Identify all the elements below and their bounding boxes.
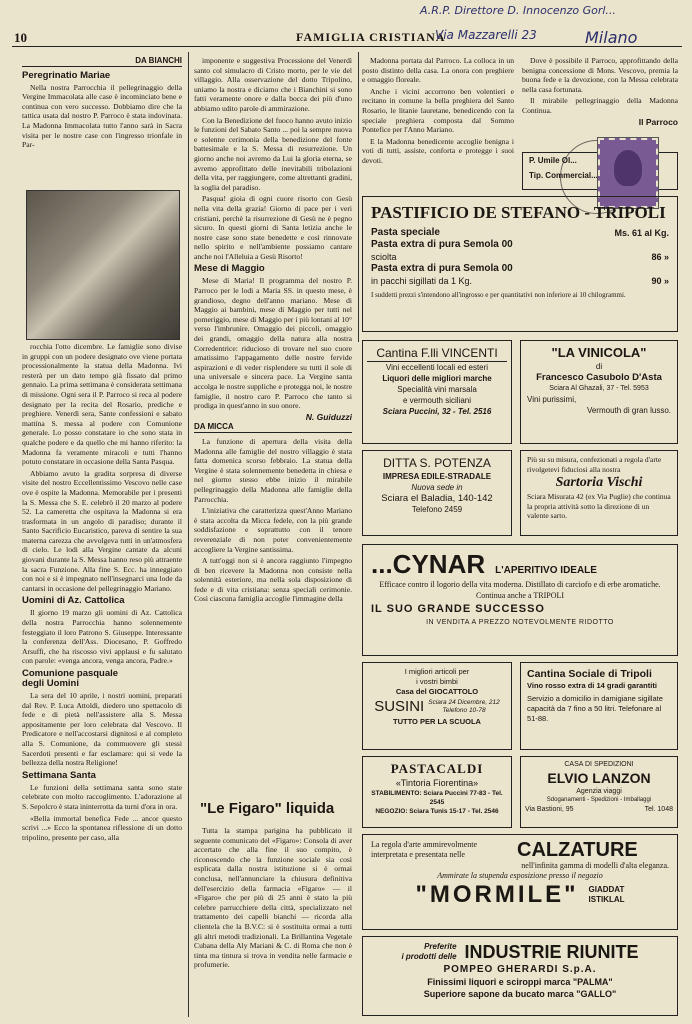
- ad-line: Vini purissimi,: [527, 395, 577, 404]
- stamp-portrait: [614, 150, 642, 186]
- ad-title: INDUSTRIE RIUNITE: [464, 942, 639, 962]
- column-2: [194, 56, 352, 796]
- handwritten-address: A.R.P. Direttore D. Innocenzo Gorl...: [420, 4, 616, 17]
- ad-price: Ms. 61 al Kg.: [614, 228, 669, 238]
- ad-title: "MORMILE": [415, 881, 579, 908]
- article-paragraph: Pasqua! gioia di ogni cuore risorto con Gesù nella vita della grazia! Giorno di pace per i veri cristiani, perchè la risurrezione di Gesù ne è pegno sicuro. In questi giorni di Santa letizia anche le nostre case sono state benedette e così rinnovate nello spirito e nell'ambiente possiamo cantare anche noi l'Alleluia a Gesù Risorto!: [194, 194, 352, 261]
- ad-line: Telefono 2459: [411, 505, 463, 514]
- ad-line: Sciara Puccini, 32 - Tel. 2516: [382, 407, 492, 416]
- ad-line: Sciara Al Ghazali, 37 - Tel. 5953: [549, 385, 649, 392]
- ad-line: Finissimi liquori e sciroppi marca "PALMA": [427, 977, 613, 987]
- ad-title: Cantina Sociale di Tripoli: [527, 668, 652, 680]
- imprint-line: P. Umile Ol...: [529, 156, 577, 165]
- article-paragraph: Abbiamo avuto la gradita sorpresa di diverse visite del nostro Eccellentissimo Vescovo nelle case ove è ospite la Madonna. Memorabile per i presenti la S. Messa che S. E. celebrò il 20 marzo al podere 52. La cameretta che ospitava la Madonna si era trasformata in un angolo di paradiso; durante il Santo Sacrificio Eucaristico, pareva di sentire la sua materna carezza che avvolgeva tutti in un'atmosfera di cielo. Le lodi alla Vergine cantate da alcuni giovani durante la S. Messa hanno reso più attraente la sacra Funzione. Alla fine S. Ecc. ha inneggiato con noi e si è impegnato nell'insegnarci una lode da cantarsi in occasione del pellegrinaggio Mariano.: [22, 468, 182, 593]
- ad-susini: [362, 662, 512, 750]
- ad-line: GIADDAT: [588, 885, 625, 894]
- ad-vischi: [520, 450, 678, 536]
- ad-line: POMPEO GHERARDI S.p.A.: [443, 964, 597, 975]
- ad-line: IMPRESA EDILE-STRADALE: [382, 472, 492, 481]
- ad-title: Sartoria Vischi: [555, 475, 643, 490]
- ad-line: Nuova sede in: [411, 483, 463, 492]
- ad-line: Sciara Misurata 42 (ex Via Puglie) che continua la propria attività sotto la direzione di un valente sarto.: [527, 492, 671, 520]
- ad-title: PASTIFICIO DE STEFANO - TRIPOLI: [371, 203, 666, 222]
- ad-line: Casa del GIOCATTOLO: [395, 687, 479, 696]
- ad-price: 86 »: [651, 252, 669, 262]
- ad-line: Vini eccellenti locali ed esteri: [385, 363, 489, 372]
- ad-cynar: [362, 544, 678, 656]
- article-paragraph: imponente e suggestiva Processione del Venerdì santo col simulacro di Cristo morto, per le vie del villaggio. Alla osservazione del dotto Tripolino, uniamo la nostra e diciamo che i Bianchini si sono fatti veramente onore e dalla bocca dei più d'uno abbiamo udito parole di ammirazione.: [194, 56, 352, 113]
- ad-line: Sciara 24 Dicembre, 212: [428, 699, 500, 706]
- ad-pastacaldi: [362, 756, 512, 828]
- ad-line: NEGOZIO: Sciara Tunis 15-17 - Tel. 2546: [375, 808, 499, 815]
- ad-line: Francesco Casubolo D'Asta: [536, 372, 662, 383]
- ad-vincenti: [362, 340, 512, 444]
- article-paragraph: Il mirabile pellegrinaggio della Madonna Continua.: [522, 96, 678, 115]
- ad-tagline: L'APERITIVO IDEALE: [495, 565, 597, 576]
- column-divider: [358, 52, 359, 342]
- ad-line: Vermouth di gran lusso.: [586, 406, 671, 415]
- ad-line: IN VENDITA A PREZZO NOTEVOLMENTE RIDOTTO: [426, 619, 614, 626]
- article-paragraph: Le funzioni della settimana santa sono state celebrate con molto raccoglimento. L'adorazione al S. Sepolcro è stata ininterrotta da turni d'ora in ora.: [22, 782, 182, 811]
- ad-line: CASA DI SPEDIZIONI: [564, 761, 634, 768]
- ad-line: Vino rosso extra di 14 gradi garantiti: [527, 681, 657, 690]
- ad-line: Agenzia viaggi: [576, 788, 622, 795]
- article-heading: degli Uomini: [22, 678, 79, 689]
- ad-line: I migliori articoli per: [404, 667, 470, 676]
- ad-line: Specialità vini marsala: [397, 385, 477, 394]
- ad-cantina-sociale: [520, 662, 678, 750]
- page-number: 10: [14, 30, 27, 45]
- article-paragraph: Mese di Maria! Il programma del nostro P. Parroco per le lodi a Maria SS. in questo mese, è grandioso, degno dell'anno mariano. Mese di Maggio ai bambini, mese di Maggio per tutti nel pomeriggio, mese di Maggio per i più lontani al 10° verso l'imbrunire. Omaggio dei piccoli, omaggio dei grandi, omaggio della natura alla nostra Corredentrice: riducioso di trovare nel suo cuore amatissimo l'appagamento delle nostre fervide aspirazioni e di veder risplendere su tutti il sole di una universale e sincera pace. La Vergine santa accolga le nostre suppliche e protegga noi, le nostre famiglie, il nostro caro P. Parroco che tanto si prodiga in quest'anno in suo onore.: [194, 276, 352, 411]
- ad-potenza: [362, 450, 512, 536]
- ad-title: PASTACALDI: [390, 761, 484, 776]
- ad-lanzon: [520, 756, 678, 828]
- article-paragraph: rocchia l'otto dicembre. Le famiglie sono divise in gruppi con un podere designato ove viene portata processionalmente la statua della Madonna. Ivi resterà per un dato tempo già fissato dal primo gennaio. La prima settimana è considerata settimana di missione. Ogni sera il P. Parroco si reca al podere designato per la recita del Rosario, prediche e preghiere. Venerdì sera, Sante confessioni e sabato mattina S. messa al podere con Comunione generale. Lo posso constatare io che sono stata in qualche podere e da quello che mi hanno riferito: la Madonna fa veramente miracoli e tutti l'hanno potuto constatare in occasione della Santa Pasqua.: [22, 342, 182, 467]
- ad-line: Sciara el Baladia, 140-142: [381, 493, 493, 504]
- ad-line: Ammirate la stupenda esposizione presso il negozio: [437, 871, 603, 880]
- column-4: [522, 56, 678, 140]
- article-paragraph: La funzione di apertura della visita della Madonna alle famiglie del nostro villaggio è stata fatta domenica scorso febbraio. La statua della Vergine è stata solennemente benedetta in chiesa e nel giorno stesso ebbe inizio il mirabile pellegrinaggio della Madonna alle famiglie della Parrocchia.: [194, 436, 352, 504]
- ad-title: ...CYNAR: [371, 549, 486, 579]
- article-paragraph: Nella nostra Parrocchia il pellegrinaggio della Vergine Immacolata alle case è incominciato bene e continua con vero successo. Dobbiamo dire che la tattica usata dal nostro P. Parroco è stata indovinata. La Madonna Immacolata tutto l'anno sarà in Sacra visita per le nostre case con l'ingresso trionfale in Par-: [22, 82, 182, 150]
- ad-line: Liquori delle migliori marche: [382, 374, 492, 383]
- ad-price: 90 »: [651, 276, 669, 286]
- signature: Il Parroco: [638, 116, 678, 127]
- article-paragraph: Tutta la stampa parigina ha pubblicato il seguente comunicato del «Figaro»: Consola di aver accertato che alla fine il suo compito, è riconoscendo che la funzione sociale sia così esplicata dalla nostra istituzione si è ormai conclusa, nell'annunciare la chiusura definitiva dell'esercizio della farmacia «Figaro» — il «Figaro» che per più di 25 anni è stato la più celebre parrucchiere della città, specializzato nel trattamento dei capelli bianchi — ricorda alla clientela che la B.V.C: si è sostituita ormai a tutti gli altri metodi tradizionali. La Brillantina Vegetale Cubana della Aly Mariani & C. di Roma che non è tinta ma tintura si trova in vendita nelle farmacie e profumerie.: [194, 826, 352, 970]
- ad-line: Sdoganamenti - Spedizioni - Imballaggi: [546, 797, 652, 803]
- article-paragraph: Dove è possibile il Parroco, approfittando della benigna concessione di Mons. Vescovo, premia la buona fede e la devozione, con la Messa celebrata nella casa fortunata.: [522, 56, 678, 94]
- article-paragraph: E la Madonna benedicente accoglie benigna i voti di tutti, assiste, conforta e protegge i suoi devoti.: [362, 136, 514, 165]
- section-title: DA MICCA: [194, 422, 352, 433]
- article-paragraph: Anche i vicini accorrono ben volentieri e recitano in comune la bella preghiera del Santo Rosario, le litanie lauretane, benedicendo con la speciale preghiera composta dal Sommo Pontefice per l'Anno Mariano.: [362, 86, 514, 135]
- article-paragraph: Madonna portata dal Parroco. La colloca in un posto distinto della casa. La onora con preghiere e omaggio floreale.: [362, 56, 514, 85]
- article-paragraph: Con la Benedizione del fuoco hanno avuto inizio le funzioni del Sabato Santo ... poi la sempre nuova e solenne cerimonia della benedizione del fonte battesimale e la S. Messa di resurrezione. Un giorno anche noi avremo da Lui la gloria eterna, se avremo approfittato delle inevitabili tribolazioni della vita, per raggiungere, come altrettanti gradini, la soglia del paradiso.: [194, 115, 352, 192]
- ad-line: Superiore sapone da bucato marca "GALLO": [423, 989, 617, 999]
- section-title: DA BIANCHI: [22, 56, 182, 67]
- ad-line: Telefono 10-78: [442, 707, 486, 714]
- handwritten-city: Milano: [585, 28, 638, 47]
- article-paragraph: L'iniziativa che caratterizza quest'Anno Mariano è stata accolta da Micca fedele, con la più grande soddisfazione e soprattutto con il tenore reverenziale di non poter convenientemente accogliere la Vergine santissima.: [194, 506, 352, 554]
- ad-line: Tel. 1048: [644, 806, 673, 813]
- column-2-figaro: [194, 826, 352, 1020]
- ad-line: i prodotti delle: [401, 952, 457, 961]
- ad-line: ISTIKLAL: [588, 895, 625, 904]
- figaro-heading: "Le Figaro" liquida: [200, 800, 335, 817]
- ad-big-word: CALZATURE: [517, 839, 638, 861]
- ad-line: «Tintoria Fiorentina»: [395, 778, 479, 788]
- madonna-photo: [26, 190, 180, 340]
- ad-title: "LA VINICOLA": [551, 345, 647, 360]
- article-heading: Comunione pasquale: [22, 668, 119, 679]
- ad-line: nell'infinita gamma di modelli d'alta eleganza.: [521, 861, 669, 870]
- article-paragraph: Il giorno 19 marzo gli uomini di Az. Cattolica della nostra Parrocchia hanno solennemente festeggiato il loro Patrono S. Giuseppe. Interessante la conferenza dell'Ass. Diocesano, P. Goffredo Arsuffi, che ha riscosso vivi applausi e fu salutato con parole: «venga ancora, venga ancora, Padre.»: [22, 608, 182, 666]
- ad-title: SUSINI: [374, 698, 425, 715]
- article-paragraph: La sera del 10 aprile, i nostri uomini, preparati dal Rev. P. Luca Attoldi, diedero uno spettacolo di fede e di pietà nell'assistere alla S. Messa appositamente per loro celebrata dal Vescovo. Il Predicatore e nell'accostarsi dignitosi e al completo alla S. Comunione, da commuovere gli stessi Sacerdoti presenti e far esclamare: qui si vede la bellezza della nostra Religione!: [22, 691, 182, 768]
- ad-industrie-riunite: [362, 936, 678, 1016]
- ad-line: Pasta extra di pura Semola 00: [371, 239, 513, 250]
- ad-title: DITTA S. POTENZA: [383, 456, 491, 470]
- ad-line: sciolta: [371, 252, 397, 262]
- article-heading: Settimana Santa: [22, 769, 96, 781]
- column-divider: [188, 52, 189, 1017]
- page-title: FAMIGLIA CRISTIANA: [296, 30, 446, 44]
- ad-line: Pasta extra di pura Semola 00: [371, 263, 513, 274]
- ad-vinicola: [520, 340, 678, 444]
- article-heading: Peregrinatio Mariae: [22, 69, 111, 81]
- ad-line: Efficace contro il logorio della vita moderna. Distillato di carciofo e di erbe aromatiche. Continua anche a TRIPOLI: [379, 580, 661, 600]
- ad-title: ELVIO LANZON: [547, 770, 651, 786]
- ad-line: IL SUO GRANDE SUCCESSO: [371, 603, 545, 615]
- ad-line: in pacchi sigillati da 1 Kg.: [371, 276, 473, 286]
- article-paragraph: «Bella immortal benefica Fede ... ancor questo scrivi ...» Ecco la spontanea riflessione di un dotto tripolino, presente per caso, alla: [22, 813, 182, 842]
- article-heading: Mese di Maggio: [194, 263, 265, 275]
- ad-note: I suddetti prezzi s'intendono all'ingrosso e per quantitativi non inferiore ai 10 chilogrammi.: [371, 291, 626, 299]
- ad-line: La regola d'arte ammirevolmente interpretata e presentata nelle: [371, 840, 478, 859]
- signature: N. Guiduzzi: [305, 411, 352, 422]
- ad-line: i vostri bimbi: [416, 677, 458, 686]
- column-1-top: [22, 56, 182, 186]
- ad-mormile: [362, 834, 678, 930]
- article-paragraph: A tutt'oggi non si è ancora raggiunto l'impegno di ben ricevere la Madonna non consiste nella solennità esteriore, ma nella sola disposizione di fede e di vita cristiana: senza speciali cerimonie. Così ciascuna famiglia accoglie l'immagine della: [194, 556, 352, 604]
- ad-line: e vermouth siciliani: [402, 396, 472, 405]
- ad-line: Preferite: [424, 942, 457, 951]
- handwritten-street: Via Mazzarelli 23: [435, 28, 537, 42]
- ad-line: Via Bastioni, 95: [525, 806, 574, 813]
- ad-line: STABILIMENTO: Sciara Puccini 77-83 - Tel. 2545: [371, 790, 503, 806]
- ad-pastificio: [362, 196, 678, 332]
- ad-line: di: [595, 362, 603, 371]
- ad-line: Più su su misura, confezionati a regola d'arte rivolgetevi fiduciosi alla nostra: [527, 455, 662, 474]
- column-1-bottom: [22, 342, 182, 1020]
- article-heading: Uomini di Az. Cattolica: [22, 595, 125, 607]
- ad-line: Pasta speciale: [371, 227, 440, 238]
- ad-title: Cantina F.lli VINCENTI: [367, 345, 507, 362]
- column-3: [362, 56, 514, 196]
- imprint-line: Tip. Commercial...: [529, 171, 598, 180]
- ad-line: TUTTO PER LA SCUOLA: [393, 717, 481, 726]
- ad-line: Servizio a domicilio in damigiane sigillate capacità da 7 fino a 50 litri. Telefonare al 51-88.: [527, 694, 663, 723]
